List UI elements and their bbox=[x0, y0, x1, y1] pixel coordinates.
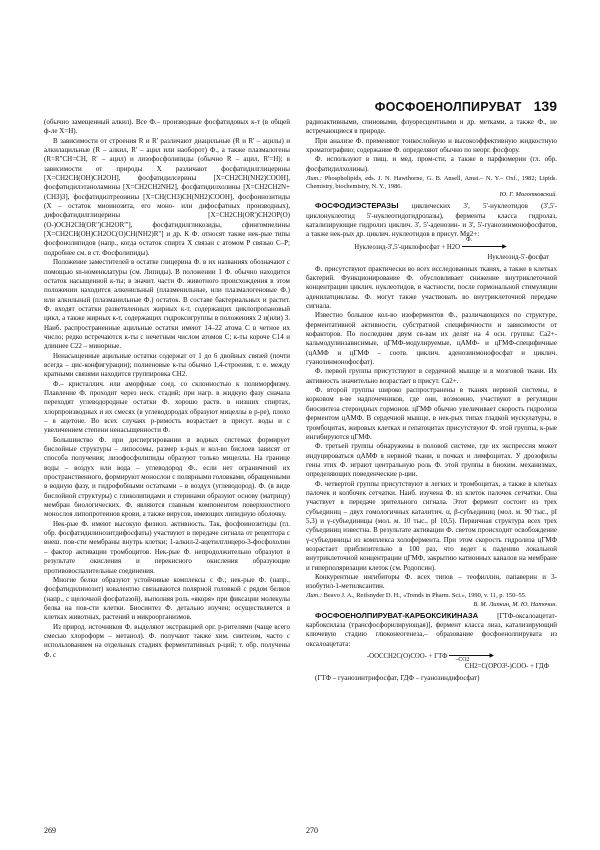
reaction-products: CH2=C(OPO3²-)COO- + ГДФ bbox=[464, 662, 549, 670]
paragraph: Известно большое кол-во изоферментов Ф., различающихся по структуре, ферментативной активности, субстратной специфичности и зависимости от кофакторов. По последним двум св-вам их делят на 4 осн. группы: Ca2+-кальмодулинзависимые, цГМФ-модулируемые, цАМФ- и цГМФ-специфичные (цАМФ и цГМФ – соотв. циклич. аденозинмонофосфат и циклич. гуанозинмонофосфат). bbox=[306, 311, 557, 367]
literature-authors: В. М. Липкин, М. Ю. Наточин. bbox=[473, 600, 557, 608]
reaction-reactants: Нуклеозид-3',5'-циклофосфат + H2O bbox=[354, 243, 461, 251]
reaction-products: Нуклеозид-5'-фосфат bbox=[487, 253, 549, 261]
arrow-head-icon: ▶ bbox=[502, 243, 507, 250]
reaction-equation bbox=[306, 652, 557, 671]
arrow-shaft bbox=[462, 246, 504, 247]
reaction-line bbox=[306, 253, 557, 262]
literature-reference bbox=[306, 592, 557, 609]
running-title: ФОСФОЕНОЛПИРУВАТ bbox=[374, 100, 522, 114]
literature-text: Phospholipids, eds. J. N. Hawthorne, G. B. Ansell, Amst.– N. Y.– Oxf., 1982; Lipids. Chemistry, biochemistry, N. Y., 1986. bbox=[306, 174, 557, 190]
paragraph: Многие белки образуют устойчивые комплексы с Ф.; нек-рые Ф. (напр., фосфатидилинозит) ковалентно связываются полярной головкой с рядом белков (напр., с щелочной фосфатазой), выполняя роль «якоря» при фиксации молекулы белка на пов-сти клетки. Биосинтез Ф. детально изучен; осуществляется в клетках животных, растений и микроорганизмов. bbox=[44, 575, 290, 622]
paragraph: Ф. третьей группы обнаружены в половой системе, где их экспрессия может индуцироваться цАМФ в нервной ткани, в почках и лимфоцитах. У дрозофилы гены этих Ф. играют центральную роль Ф. этой группы в биохим. механизмах, определяющих поведенческие р-ции. bbox=[306, 442, 557, 479]
article-text: циклических 3', 5'-нуклеотидов (3',5'-циклонуклеотид 5'-нуклеотидогидролазы), ферменты класса гидролаз, катализирующие гидролиз циклич. 3', 5'-аденозин- и 3', 5'-гуанозинмонофосфатов, а также нек-рых др. циклич. нуклеотидов в присут. Mg2+: bbox=[306, 202, 557, 239]
page-header bbox=[305, 98, 557, 116]
left-column bbox=[44, 118, 290, 823]
article-headword: ФОСФОДИЭСТЕРАЗЫ bbox=[315, 201, 399, 211]
article-headword: ФОСФОЕНОЛПИРУВАТ-КАРБОКСИКИНАЗА bbox=[315, 610, 479, 620]
reaction-arrow bbox=[460, 236, 509, 253]
paragraph: Ф. первой группы присутствуют в сердечной мышце и в мозговой ткани. Их активность значительно возрастает в присут. Ca2+. bbox=[306, 367, 557, 385]
literature-reference bbox=[306, 175, 557, 200]
literature-authors: Ю. Г. Молотковский. bbox=[499, 191, 557, 199]
paragraph: Ненасыщенные ацильные остатки содержат от 1 до 6 двойных связей (почти всегда – цис-конфигурации); полиеновые к-ты обычно 1,4-строения, т. е. между кратными связями находится группировка CH2. bbox=[44, 351, 290, 379]
arrow-enzyme-label: Ф. bbox=[466, 236, 473, 243]
paragraph: (ГТФ – гуанозинтрифосфат, ГДФ – гуанозиндифосфат) bbox=[315, 673, 480, 682]
reaction-line bbox=[306, 662, 557, 671]
arrow-head-icon: ▶ bbox=[489, 652, 495, 659]
paragraph: Ф. присутствуют практически во всех исследованных тканях, а также в клетках бактерий. Функционирование Ф. обусловливает снижение внутриклеточной концентрации циклич. нуклеотидов, в частности, после гормональной стимуляции аденилатциклазы. Ф. могут также участвовать во внутриклеточной передаче сигнала. bbox=[306, 264, 557, 311]
paragraph: Большинство Ф. при диспергировании в водных системах формирует бислойные структуры – липосомы, размер к-рых и кол-во бислоев зависят от способа получения; лизофосфолипиды образуют только мицеллы. На границе воды – воздух или вода – углеводород Ф., если нет ограничений их пространственного, формируют монослои с полярными головками, обращенными в водную фазу, и гидрофобными остатками – в воздух (углеводород). Ф. (в виде бислойной структуры) с гликолипидами и стеринами образуют основу (матрицу) мембран биологических. Ф. являются главным компонентом поверхностного монослоя липопротеинов крови, а также вирусов, имеющих липидную оболочку. bbox=[44, 435, 290, 519]
article-text: [ГТФ-оксалоацетат-карбоксилаза (трансфосфорилирующая)], фермент класса лиаз, катализирующий ключевую стадию глюконеогенеза,– образование фосфоенолпирувата из оксалоацетата: bbox=[306, 611, 557, 648]
reaction-reactants: -OOCCH2C(O)COO- + ГТФ bbox=[366, 652, 448, 660]
paragraph: При анализе Ф. применяют тонкослойную и высокоэффективную жидкостную хроматографию; содержание Ф. определяют обычно по неорг. фосфору. bbox=[306, 136, 557, 155]
literature-text: Beavo J. A., Reifsnyder D. H., «Trends in Pharm. Sci.», 1990, v. 11, p. 150–55. bbox=[323, 592, 527, 600]
paragraph: В зависимости от строения R и R' различают диацильные (R и R' – ацилы) и алкилацильные (R – алкил, R' – ацил или наоборот) Ф., а также плазмалогены (R=R"CH=CH, R' – ацил) и лизофосфолипиды (обычно R – ацил, R'=H); в зависимости от природы X различают фосфатидилглицерины [X=CH2CH(OH)CH2OH], фосфатидилсерины [X=CH2CH(NH2)COOH], фосфатидилэтаноламины [X=CH2CH2NH2], фосфатидилхолины [X=CH2CH2N+(CH3)3], фосфатидилтреонины [X=CH(CH3)CH(NH2)COOH], фосфоинозитиды (X – остаток миоинозита, его моно- или дифосфатных производных), дифосфатидилглицерины [X=CH2CH(OR')CH2OP(O)(O-)OCH2CH(OR")CH2OR"'], фосфатидилгликозиды, сфингомиелины [X=CH2CH(OH)CH2OC(O)CH(NH2)R"] и др. К Ф. относят также нек-рые типы фосфонолипидов (напр., когда остаток спирта X связан с атомом P связью C–P; подробнее см. в ст. Фосфолипиды). bbox=[44, 136, 290, 257]
paragraph: Положение заместителей в остатке глицерина Ф. в их названиях обозначают с помощью sn-номенклатуры (см. Липиды). В положении 1 Ф. обычно находится остаток насыщенной к-ты; в значит. части Ф. животного происхождения в этом положении находится алкенильный (плазменильные, или плазмалогеновые Ф.) или алкильный (плазманильные Ф.) остаток. В составе бактериальных и растит. Ф. входят остатки разветвленных жирных к-т, содержащих циклопропановый цикл, а также жирных к-т, содержащих гидроксигруппы в положениях 2 и(или) 3. Наиб. распространенные ацильные остатки имеют 14–22 атома С в четное их число; редко встречаются к-ты с нечетным числом атомов С; к-ты короче C14 и длиннее C22 – минорные. bbox=[44, 258, 290, 351]
literature-label: Лит.: bbox=[306, 174, 322, 182]
footer-page-left: 269 bbox=[44, 826, 56, 835]
footer-page-right: 270 bbox=[306, 826, 318, 835]
right-column bbox=[306, 118, 557, 823]
paragraph: Из природ. источников Ф. выделяют экстракцией орг. р-рителями (чаще всего смесью хлороформ – метанол). Ф. получают также хим. синтезом, часто с использованием на отдельных стадиях ферментативных р-ций; т. обр. получены Ф. с bbox=[44, 622, 290, 659]
paragraph: Нек-рые Ф. имеют высокую физиол. активность. Так, фосфоинозитиды (гл. обр. фосфатидилинозитдифосфаты) участвуют в передаче сигнала от рецептора с внеш. пов-сти мембраны внутрь клетки; 1-алкил-2-ацетилглицеро-3-фосфохолин – фактор активации тромбоцитов. Нек-рые Ф. непродолжительно образуют в результате окисления и перекисного окисления образующие противовоспалительные соединения. bbox=[44, 519, 290, 575]
paragraph: Конкурентные ингибиторы Ф. всех типов – теофиллин, папаверин и 3-изобутил-1-метилксантин. bbox=[306, 573, 557, 591]
reaction-equation bbox=[306, 236, 557, 262]
paragraph: Ф.– кристаллич. или аморфные соед. со склонностью к полиморфизму. Плавление Ф. проходит через неск. стадий; при нагр. в жидкую фазу сначала переходят углеводородные остатки Ф. хорошо раств. в низших спиртах, хлорпроизводных и их смесях (в углеводородах образуют мицеллы в р-ре), плохо – в ацетоне. Во всех случаях р-римость возрастает в присут. воды и с увеличением степени ненасыщенности Ф. bbox=[44, 379, 290, 435]
paragraph: радиоактивными, спиновыми, флуоресцентными и др. метками, а также Ф., не встречающиеся в природе. bbox=[306, 118, 557, 136]
arrow-byproduct-label: –CO2 bbox=[455, 656, 470, 663]
page-number: 139 bbox=[533, 98, 557, 114]
reaction-line bbox=[306, 652, 557, 662]
article-start bbox=[306, 201, 557, 239]
paragraph: (обычно замещенный алкил). Все Ф.– производные фосфатидовых к-т (в общей ф-ле Х=H). bbox=[44, 118, 290, 136]
paragraph: Ф. второй группы широко распространены в тканях нервной системы, в корковом в-ве надпочечников, где они, возможно, участвуют в регуляции биосинтеза стероидных гормонов. цГМФ обычно увеличивает скорость гидролиза ферментом цАМФ. В сердечной мышце, в нек-рых типах гладкой мускулатуры, в тромбоцитах, жировых клетках и гепатоцитах присутствуют Ф. этой группы, к-рые ингибируются цГМФ. bbox=[306, 386, 557, 441]
paragraph: Ф. используют в пищ. и мед. пром-сти, а также в парфюмерии (гл. обр. фосфатидилхолины). bbox=[306, 155, 557, 173]
literature-label: Лит.: bbox=[306, 592, 322, 600]
article-start bbox=[306, 611, 557, 649]
reaction-line bbox=[306, 236, 557, 253]
paragraph: Ф. четвертой группы присутствуют в легких и тромбоцитах, а также в клетках палочек и колбочек сетчатки. Наиб. изучена Ф. из клеток палочек сетчатки. Она участвует в передаче зрительного сигнала. Этот фермент состоит из трех субъединиц – двух гомологичных каталитич. α, β-субъединиц (мол. м. 90 тыс., pI 5,3) и γ-субъединицы (мол. м. 10 тыс., pI 10,5). Первичная структура всех трех субъединиц известна. В результате активации Ф. светом происходит освобождение γ-субъединицы из комплекса холофермента. При этом скорость гидролиза цГМФ возрастает приблизительно в 100 раз, что ведет к падению локальной внутриклеточной концентрации цГМФ, закрытию катионных каналов на мембране и гиперполяризации клеток (см. Родопсин). bbox=[306, 479, 557, 572]
reaction-arrow bbox=[447, 652, 496, 662]
